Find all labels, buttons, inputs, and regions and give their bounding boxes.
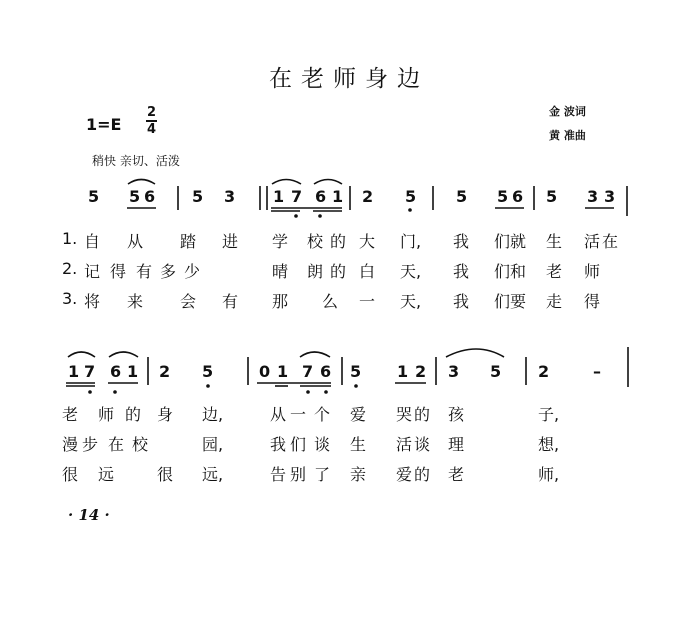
note: 3 [224, 187, 236, 206]
lyric-char: 自 [84, 232, 101, 251]
note: 5 [88, 187, 100, 206]
lyric-char: 们 [494, 262, 511, 281]
lyric-char: 就 [510, 232, 527, 251]
lyric-char: 了 [314, 465, 331, 484]
lyric-char: 来 [127, 292, 144, 311]
lyric-char: 晴 [272, 262, 289, 281]
note: 1 [332, 187, 344, 206]
lyric-char: 很 [62, 465, 79, 484]
lyric-char: 的 [330, 262, 347, 281]
lyric-char: 进 [222, 232, 239, 251]
lyric-char: 理 [448, 435, 465, 454]
lyric-line-3 [62, 289, 642, 311]
page-number: · 14 · [68, 506, 110, 524]
lyric-line-2 [62, 259, 642, 281]
lyric-char: 亲 [350, 465, 367, 484]
lyric-char: 得 [110, 262, 127, 281]
lyric-char: 走 [546, 292, 563, 311]
note: 3 [448, 362, 460, 381]
lyric-char: 会 [180, 292, 197, 311]
lyric-char: 从 [270, 405, 287, 424]
lyric-char: 的 [414, 405, 431, 424]
lyric-char: 多 [160, 262, 177, 281]
lyric-char: 师 [584, 262, 601, 281]
lyric-char: 一 [290, 405, 307, 424]
lyric-char: 谈 [314, 435, 331, 454]
note: 5 [129, 187, 141, 206]
lyric-char: 有 [136, 262, 153, 281]
note: 2 [362, 187, 374, 206]
lyric-char: 生 [350, 435, 367, 454]
lyric-char: 老 [448, 465, 465, 484]
lyric-char: 步 [82, 435, 99, 454]
note: 7 [291, 187, 303, 206]
note: 5 [456, 187, 468, 206]
lyric-char: 那 [272, 292, 289, 311]
note: 6 [320, 362, 332, 381]
lyric-char: 漫 [62, 435, 79, 454]
lyric-char: 爱 [350, 405, 367, 424]
credits [549, 100, 586, 148]
lyric-char: 要 [510, 292, 527, 311]
note: 7 [302, 362, 314, 381]
lyric-char: 爱 [396, 465, 413, 484]
lyric-char: 的 [330, 232, 347, 251]
note: 1 [273, 187, 285, 206]
slur [314, 180, 342, 185]
time-signature-bottom: 4 [146, 121, 157, 137]
octave-dot [408, 208, 412, 212]
lyric-char: 校 [307, 232, 324, 251]
lyric-char: 的 [414, 465, 431, 484]
lyric-char: 校 [132, 435, 149, 454]
slur [272, 180, 301, 185]
slur [300, 352, 330, 357]
lyric-char: 孩 [448, 405, 465, 424]
note: – [593, 362, 601, 381]
lyric-char: 踏 [180, 232, 197, 251]
lyric-char: 老 [546, 262, 563, 281]
lyric-char: 有 [222, 292, 239, 311]
song-title: 在老师身边 [269, 66, 429, 92]
system-2-notation [62, 345, 642, 405]
lyric-char: 记 [84, 262, 101, 281]
lyric-char: 和 [510, 262, 527, 281]
note: 5 [490, 362, 502, 381]
lyric-char: 2. [62, 259, 78, 278]
octave-dot [306, 390, 310, 394]
note: 5 [546, 187, 558, 206]
lyric-char: 一 [359, 292, 376, 311]
note: 6 [110, 362, 122, 381]
lyric-char: 门, [400, 232, 422, 251]
lyric-char: 们 [494, 292, 511, 311]
note: 5 [192, 187, 204, 206]
staff-system-2 [62, 345, 642, 405]
note: 6 [144, 187, 156, 206]
lyric-char: 我 [453, 292, 470, 311]
octave-dot [354, 384, 358, 388]
lyricist-credit: 金 波词 [549, 105, 586, 118]
note: 6 [512, 187, 524, 206]
lyric-char: 我 [453, 262, 470, 281]
lyric-char: 谈 [414, 435, 431, 454]
lyric-char: 在 [602, 232, 619, 251]
lyric-char: 师 [98, 405, 115, 424]
lyric-char: 边, [202, 405, 224, 424]
lyric-char: 白 [359, 262, 376, 281]
note: 1 [277, 362, 289, 381]
lyric-char: 园, [202, 435, 224, 454]
lyric-char: 少 [184, 262, 201, 281]
note: 2 [159, 362, 171, 381]
lyric-char: 得 [584, 292, 601, 311]
lyric-char: 么 [322, 292, 339, 311]
lyric-char: 活 [584, 232, 601, 251]
time-signature [146, 106, 157, 136]
lyric-char: 生 [546, 232, 563, 251]
octave-dot [206, 384, 210, 388]
time-signature-top: 2 [146, 105, 157, 120]
note: 1 [127, 362, 139, 381]
lyric-char: 在 [108, 435, 125, 454]
note: 1 [397, 362, 409, 381]
lyric-line-5 [62, 432, 642, 454]
lyric-char: 1. [62, 229, 78, 248]
lyric-char: 从 [127, 232, 144, 251]
note: 6 [315, 187, 327, 206]
note: 3 [604, 187, 616, 206]
lyric-char: 身 [157, 405, 174, 424]
tempo-marking: 稍快 亲切、活泼 [92, 154, 180, 168]
note: 3 [587, 187, 599, 206]
lyric-char: 别 [290, 465, 307, 484]
lyric-char: 哭 [396, 405, 413, 424]
lyric-char: 远 [98, 465, 115, 484]
lyric-char: 想, [538, 435, 560, 454]
octave-dot [88, 390, 92, 394]
lyric-char: 学 [272, 232, 289, 251]
composer-credit: 黄 准曲 [549, 129, 586, 142]
lyric-char: 远, [202, 465, 224, 484]
lyric-line-4 [62, 402, 642, 424]
lyric-char: 活 [396, 435, 413, 454]
slur [109, 352, 138, 357]
octave-dot [324, 390, 328, 394]
note: 1 [68, 362, 80, 381]
lyric-char: 告 [270, 465, 287, 484]
slur [128, 180, 155, 185]
lyric-line-6 [62, 462, 642, 484]
lyric-char: 3. [62, 289, 78, 308]
slur [68, 352, 95, 357]
lyric-char: 子, [538, 405, 560, 424]
octave-dot [113, 390, 117, 394]
lyric-char: 很 [157, 465, 174, 484]
lyric-char: 天, [400, 262, 422, 281]
lyric-line-1 [62, 229, 642, 251]
lyric-char: 们 [494, 232, 511, 251]
note: 5 [350, 362, 362, 381]
note: 5 [202, 362, 214, 381]
lyric-char: 朗 [307, 262, 324, 281]
key-signature: 1=E [86, 115, 122, 134]
note: 2 [538, 362, 550, 381]
note: 0 [259, 362, 271, 381]
lyric-char: 老 [62, 405, 79, 424]
note: 2 [415, 362, 427, 381]
lyric-char: 天, [400, 292, 422, 311]
lyric-char: 我 [270, 435, 287, 454]
note: 5 [497, 187, 509, 206]
lyric-char: 师, [538, 465, 560, 484]
lyric-char: 个 [314, 405, 331, 424]
lyric-char: 们 [290, 435, 307, 454]
lyric-char: 大 [359, 232, 376, 251]
slur [446, 349, 504, 357]
lyric-char: 我 [453, 232, 470, 251]
octave-dot [318, 214, 322, 218]
octave-dot [294, 214, 298, 218]
lyric-char: 将 [84, 292, 101, 311]
lyric-char: 的 [125, 405, 142, 424]
note: 5 [405, 187, 417, 206]
note: 7 [84, 362, 96, 381]
